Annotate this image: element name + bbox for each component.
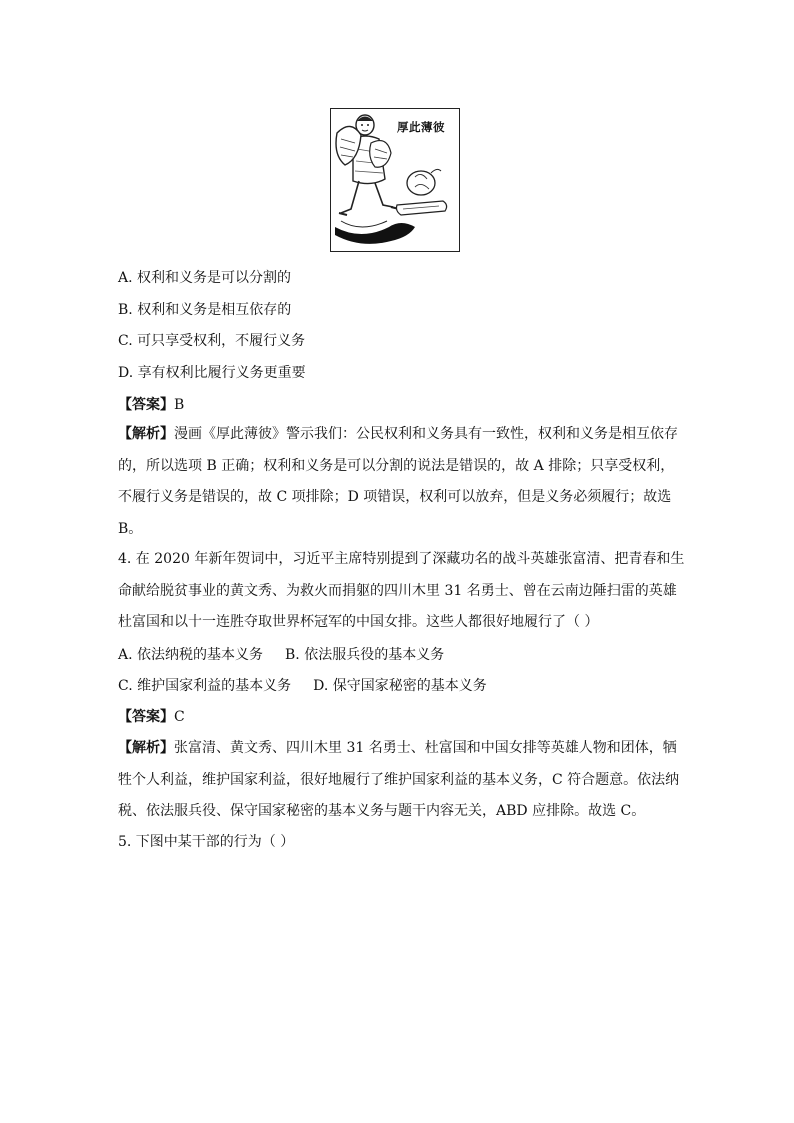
q4-answer	[118, 708, 185, 726]
q3-answer	[118, 396, 184, 414]
q3-option-a: A. 权利和义务是可以分割的	[118, 270, 292, 286]
cartoon-title: 厚此薄彼	[397, 120, 445, 134]
q3-analysis-text-1: 漫画《厚此薄彼》警示我们：公民权利和义务具有一致性，权利和义务是相互依存	[174, 426, 678, 442]
q4-stem	[118, 544, 685, 639]
q4-stem-line-1: 4. 在 2020 年新年贺词中，习近平主席特别提到了深藏功名的战斗英雄张富清、把青春和生	[118, 551, 685, 567]
q3-analysis	[118, 419, 678, 545]
q3-option-c: C. 可只享受权利，不履行义务	[118, 333, 306, 349]
q3-answer-tag: 【答案】	[118, 397, 174, 413]
q4-option-c: C. 维护国家利益的基本义务	[118, 678, 292, 694]
q3-analysis-tag: 【解析】	[118, 426, 174, 442]
q4-option-d: D. 保守国家秘密的基本义务	[313, 678, 487, 694]
q3-option-d: D. 享有权利比履行义务更重要	[118, 365, 306, 381]
q3-answer-value: B	[174, 397, 185, 413]
q4-stem-line-3: 杜富国和以十一连胜夺取世界杯冠军的中国女排。这些人都很好地履行了（ ）	[118, 614, 599, 630]
q4-option-a: A. 依法纳税的基本义务	[118, 647, 264, 663]
q4-answer-tag: 【答案】	[118, 709, 174, 725]
q4-analysis-tag: 【解析】	[118, 740, 174, 756]
q3-analysis-line-3: 不履行义务是错误的，故 C 项排除；D 项错误，权利可以放弃，但是义务必须履行；故选	[118, 489, 672, 505]
q4-analysis	[118, 733, 678, 828]
q3-analysis-line-4: B。	[118, 520, 143, 537]
q4-option-b: B. 依法服兵役的基本义务	[285, 647, 445, 663]
q5-stem: 5. 下图中某干部的行为（ ）	[118, 834, 295, 850]
q4-stem-line-2: 命献给脱贫事业的黄文秀、为救火而捐躯的四川木里 31 名勇士、曾在云南边陲扫雷的英雄	[118, 582, 677, 599]
q4-answer-value: C	[174, 709, 185, 725]
cartoon-image	[330, 108, 460, 252]
q4-analysis-text-1: 张富清、黄文秀、四川木里 31 名勇士、杜富国和中国女排等英雄人物和团体，牺	[174, 740, 677, 756]
q4-analysis-line-3: 税、依法服兵役、保守国家秘密的基本义务与题干内容无关，ABD 应排除。故选 C。	[118, 803, 646, 819]
q4-analysis-line-2: 牲个人利益，维护国家利益，很好地履行了维护国家利益的基本义务，C 符合题意。依法纳	[118, 771, 680, 788]
q3-analysis-line-2: 的，所以选项 B 正确；权利和义务是可以分割的说法是错误的，故 A 排除；只享受权利，	[118, 457, 675, 474]
q4-analysis-line-1	[118, 733, 678, 765]
q3-analysis-line-1	[118, 419, 678, 451]
q4-options-row-2	[118, 677, 487, 695]
q3-option-b: B. 权利和义务是相互依存的	[118, 302, 292, 318]
q4-options-row-1	[118, 646, 444, 664]
